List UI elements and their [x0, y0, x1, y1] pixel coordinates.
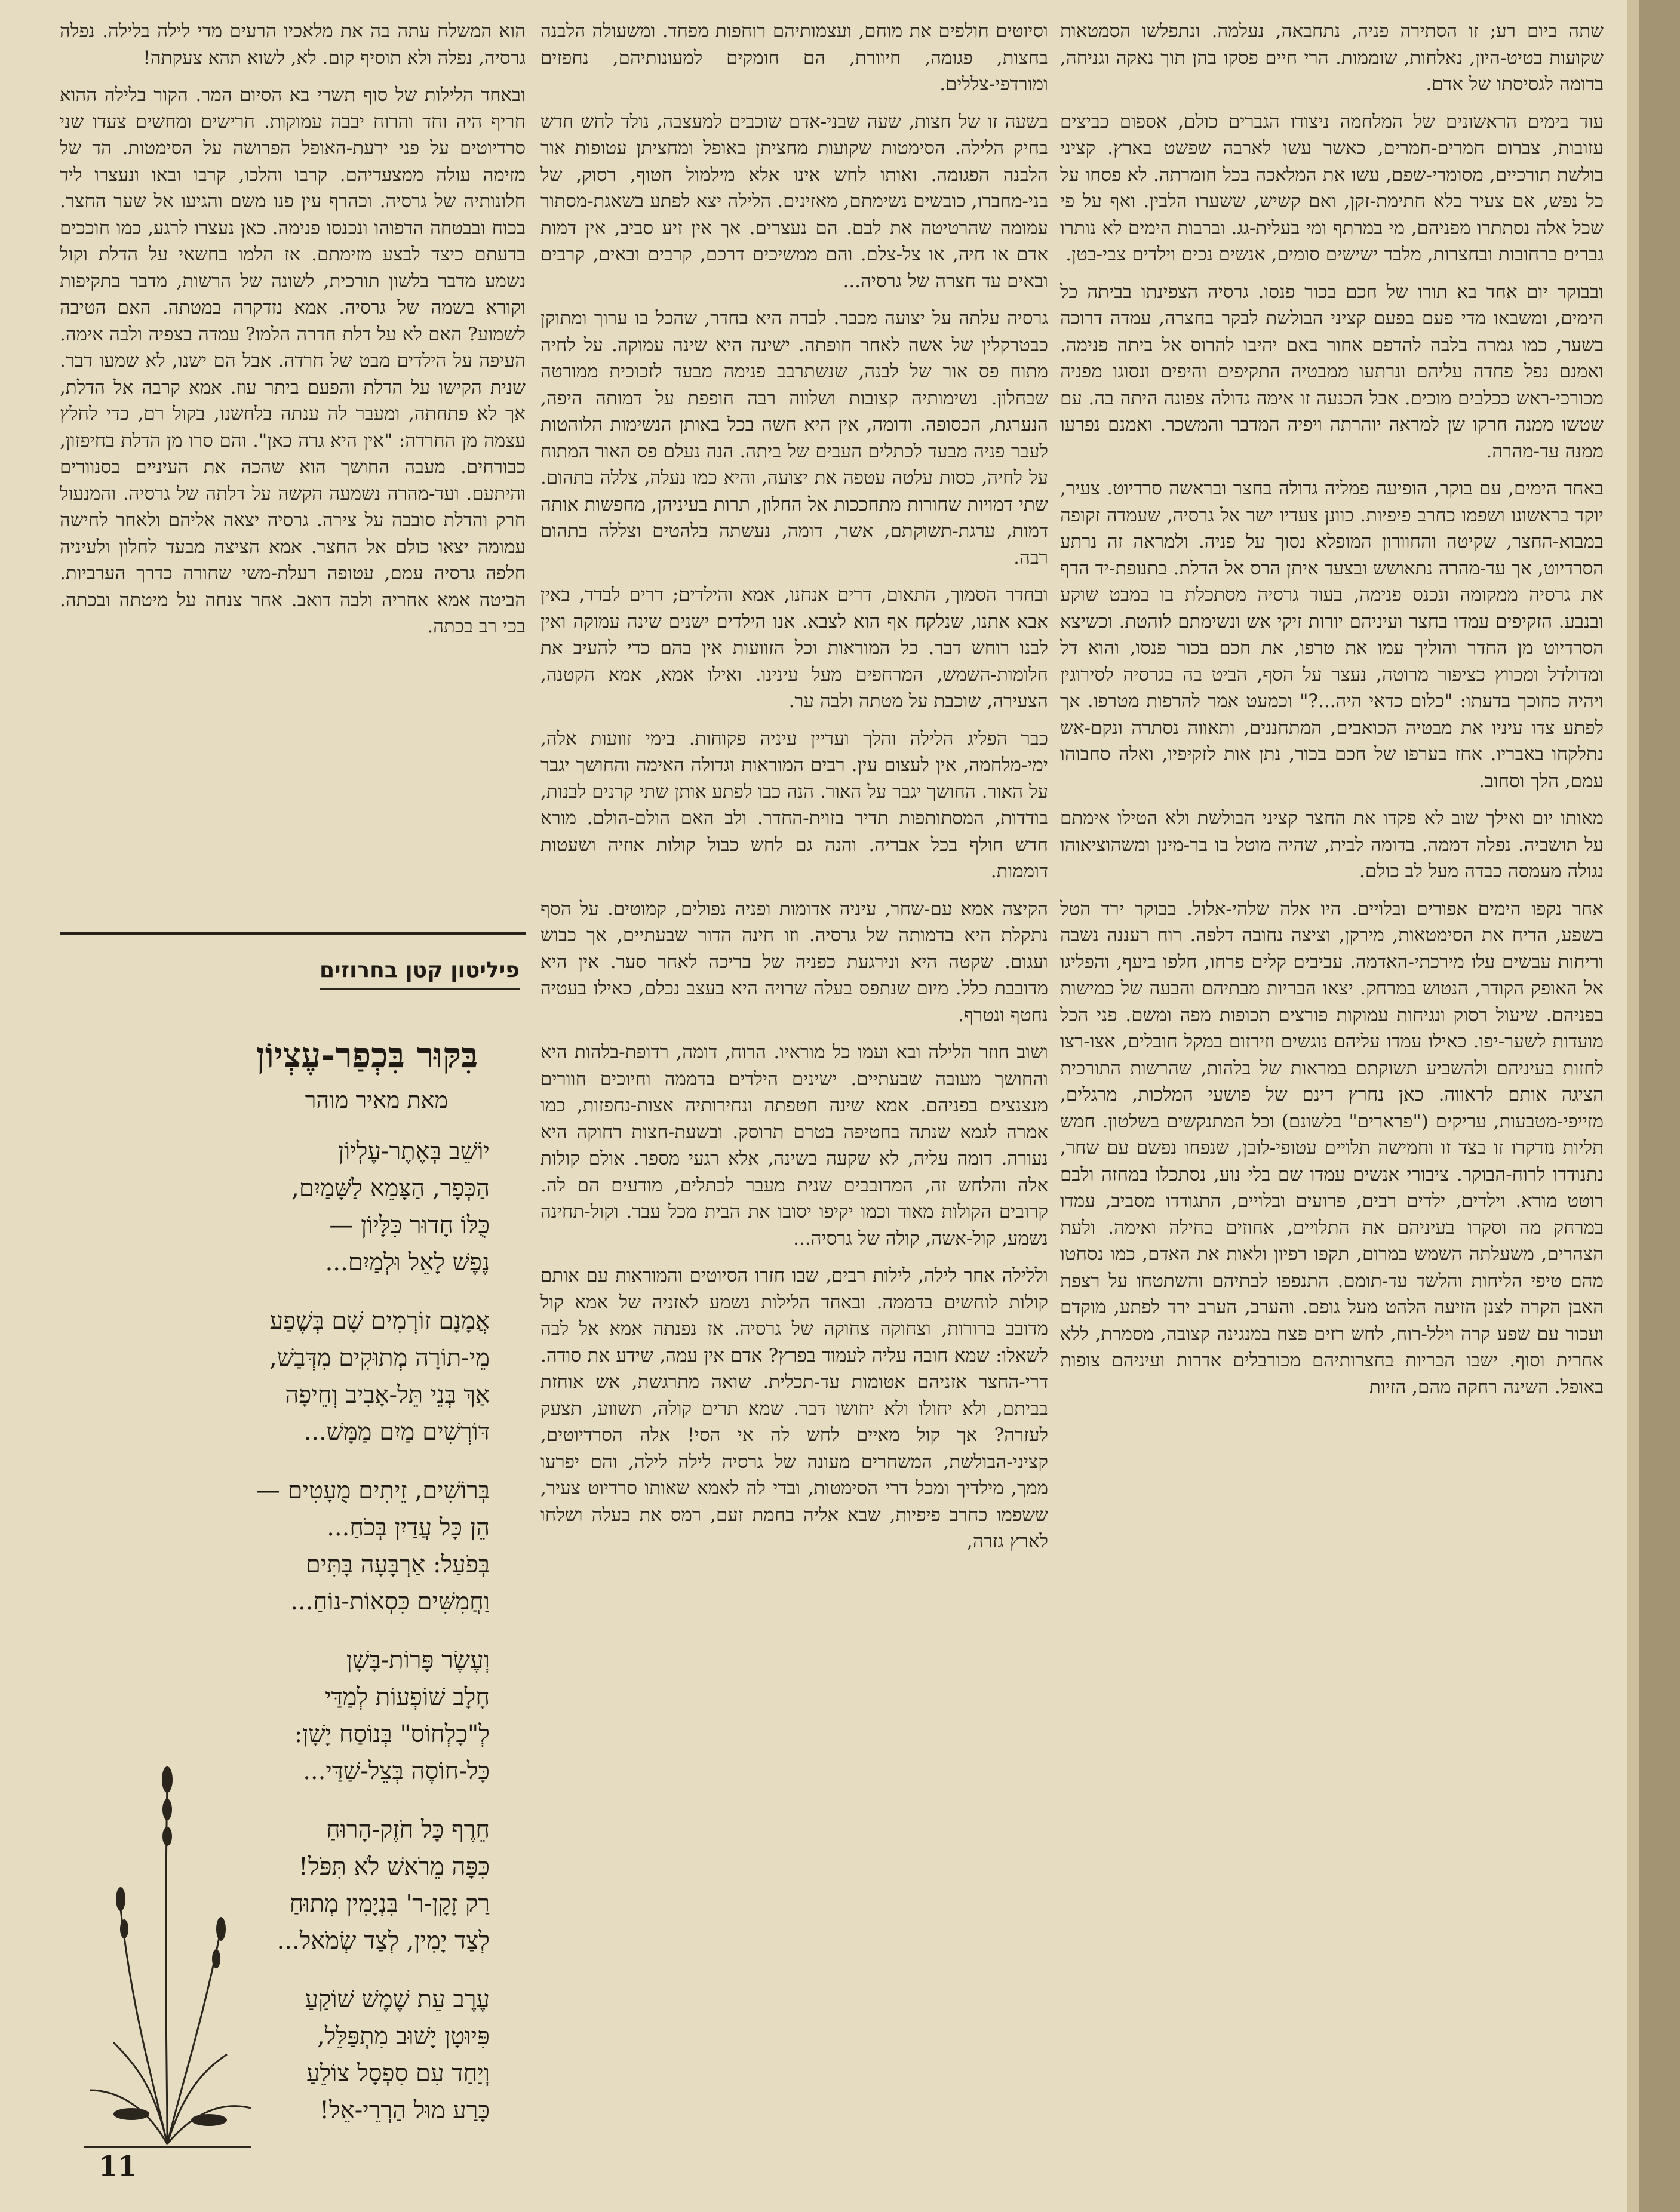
paragraph: כבר הפליג הלילה והלך ועדיין עיניה פקוחות. בימי זוועות אלה, ימי-מלחמה, אין לעצום עין. רבים המוראות וגדולה האימה והחושך יגבר על האור. החושך יגבר על האור. הנה כבו לפתע אותן שתי קרנים לבנות, בודדות, המסתותפות תדיר בזוית-החדר. ולב האם הולם-הולם. מורא חדש חולף בכל אבריה. והנה גם לחש כבול קולות אוזיה ושעטות דוממות. — [540, 727, 1048, 882]
paragraph: וסיוטים חולפים את מוחם, ועצמותיהם רוחפות מפחד. ומשעולה הלבנה בחצות, פגומה, חיוורת, הם חומקים למעונותיהם, נחפזים ומורדפי-צללים. — [540, 20, 1048, 95]
paragraph: שתה ביום רע; זו הסתירה פניה, נתחבאה, נעלמה. ונתפלשו הסמטאות שקועות בטיט-היון, נאלחות, שוממות. הרי חיים פסקו בהן תוך נאקה וגניחה, בדומה לגסיסתו של אדם. — [1060, 20, 1604, 95]
paragraph: גרסיה עלתה על יצועה מכבר. לבדה היא בחדר, שהכל בו ערוך ומתוקן כבטרקלין של אשה לאחר חופתה. ישינה היא שינה עמוקה. על לחיה מתוח פס אור של לבנה, שנשתרבב פנימה מבעד לזכוכית ממורטה שבחלון. נשימותיה קצובות ושלווה רבה חופפת על דמותה היפה, הנערגת, הכסופה. ודומה, אין היא חשה בכל באותן הנשימות הלוהטות לעבר פניה מבעד לכתלים העבים של ביתה. הנה נעלם פס האור המתוח על לחיה, כסות עלטה עטפה את יצועה, והיא כמו נעלה, צללה בתהום. שתי דמויות שחורות מתחככות אל החלון, תרות בעיניהן, מחפשות אותה דמות, ערגת-תשוקתם, אשר, דומה, נעשתה בלהטים וצללה בתהום רבה. — [540, 308, 1048, 569]
page-edge — [1639, 0, 1680, 2212]
poem-line: וַחֲמִשִּׁים כִּסְאוֹת-נוֹחַ... — [290, 1588, 490, 1615]
poem-line: בְּרוֹשִׁים, זֵיתִים מֻעָטִים — — [256, 1477, 490, 1504]
paragraph: באחד הימים, עם בוקר, הופיעה פמליה גדולה בחצר ובראשה סרדיוט. צעיר, יוקד בראשונו ושפמו כחרב פיפיות. כוונן צעדיו ישר אל גרסיה, שעמדה זקופה במבוא-החצר, שקיטה והחוורון המופלא נסוך על פניה. ולמראה זה נרתע הסרדיוט, אך עד-מהרה נתאושש ובצעד איתן הרס אל הדלת. בתנופת-יד הדף את גרסיה ממקומה ונכנס פנימה, בעוד גרסיה מסתכלת בו במבט שוקע ובנבע. הזקיפים עמדו בחצר ועיניהם יורות זיקי אש ונשימתם לוהטת. וכשיצא הסרדיוט מן החדר והוליך עמו את טרפו, את חכם בכור פנסו, והוא דל ומדולדל ומכווץ כציפור מרוטה, נעצר על הסף, הביט בה בגרסיה לסירוגין ויהיה כחוכך בדעתו: "כלום כדאי היה...?" וכמעט אמר להרפות מטרפו. אך לפתע צדו עיניו את מבטיה הכואבים, המתחננים, ותאווה נסתרה ונקם-אש נתלקחו באבריו. אחז בערפו של חכם בכור, נתן אות לזקיפיו, ואלה סחבוהו עמם, הלך וסחוב. — [1060, 478, 1604, 792]
paragraph: בשעה זו של חצות, שעה שבני-אדם שוכבים למעצבה, נולד לחש חדש בחיק הלילה. הסימטות שקועות מחציתן באופל ומחציתן עטופות אור הלבנה הפגומה. ואותו לחש אינו אלא מילמול חטוף, רסוק, של בני-מחברו, כובשים נשימתם, מאזינים. הלילה יצא לפתע בשאגת-מסתור עמומה שהרטיטה את לבם. הם נעצרים. אך אין זיע סביב, אין דמות אדם או חיה, או צל-צלם. והם ממשיכים דרכם, קרבים ובאים, קרבים ובאים עד חצרה של גרסיה... — [540, 110, 1048, 292]
poem-line: חֵרֶף כָּל חֹזֶק-הָרוּחַ — [325, 1816, 490, 1844]
poem-line: מֵי-תוֹרָה מְתוּקִים מִדְּבַשׁ, — [269, 1344, 490, 1372]
poem-line: נֶפֶשׁ לָאֵל וּלְמַיִם... — [325, 1249, 490, 1276]
poem-title: בִּקּוּר בִּכְפַר-עֶצְיוֹן — [256, 1035, 478, 1076]
poem-stanza — [60, 1302, 490, 1451]
paragraph: ובבוקר יום אחד בא תורו של חכם בכור פנסו. גרסיה הצפינתו בביתה כל הימים, ומשבאו מדי פעם בפעם קציני הבולשת לבקר בחצרה, עמדה דרוכה בשער, כמו גמרה בלבה להדפם אחור באם יהיבו להרוס אל ביתה פנימה. ואמנם נפל פחדה עליהם ונרתעו ממבטיה התקיפים והיפים ונסוגו מפניה מכורכי-ראש ככלבים מוכים. אבל הכנעה זו אימה גדולה צפונה היתה בה. עם שטשו ממנה חרקו שן למראה יוהרתה ויפיה המדבר והמשכר. ואמנם נפרעו ממנה עד-מהרה. — [1060, 281, 1604, 462]
plant-illustration-icon — [78, 1732, 257, 2150]
paragraph: הוא המשלח עתה בה את מלאכיו הרעים מדי לילה בלילה. נפלה גרסיה, נפלה ולא תוסיף קום. לא, לשוא תהא צעקתה! — [60, 20, 526, 69]
poem-line: הַכְּפָר, הַצָּמֵא לַשָּׁמַיִם, — [291, 1175, 490, 1202]
feuilleton-heading: פיליטון קטן בחרוזים — [320, 956, 520, 990]
poem-line: רַק זָקָן-ר' בִּנְיָמִין מְתוּחַ — [289, 1890, 490, 1918]
paragraph: ובאחד הלילות של סוף תשרי בא הסיום המר. הקור בלילה ההוא חריף היה וחד והרוח יבבה עמוקות. חרישים ומחשים צעדו שני סרדיוטים על פני ירעת-האופל הפרושה על הסימטות. הד של מזימה עולה ממצעדיהם. קרבו והלכו, קרבו ובאו ונעצרו ליד חלונותיה של גרסיה. וכהרף עין פנו משם והגיעו אל שער החצר. בכוח ובבטחה הדפוהו ונכנסו פנימה. כאן נעצרו לרגע, כמו חוככים בדעתם כיצד לבצע מזימתם. אז הלמו בחשאי על הדלת וקול נשמע מדבר בלשון תורכית, לשונה של הרשות, מדבר בתקיפות וקורא בשמה של גרסיה. אמא נזדקרה במטתה. האם הטיבה לשמוע? האם לא על דלת חדרה הלמו? עמדה בצפיה ולבה אימה. העיפה על הילדים מבט של חרדה. אבל הם ישנו, לא שמעו דבר. שנית הקישו על הדלת והפעם ביתר עוז. אמא קרבה אל הדלת, אך לא פתחתה, ומעבר לה ענתה בלחשנו, בקול רם, כדי לחלץ עצמה מן החרדה: "אין היא גרה כאן". והם סרו מן הדלת בחיפזון, כבורחים. מעבה החושך הוא שהכה את העיניים בסנוורים והיתעם. ועד-מהרה נשמעה הקשה על דלתה של גרסיה. והמנעול חרק והדלת סובבה על צירה. גרסיה יצאה אליהם ולאחר לחישה עמומה יצאו כולם אל החצר. אמא הציצה מבעד לחלון ולעיניה חלפה גרסיה עמם, עטופה רעלת-משי שחורה כדרך הערביות. הביטה אמא אחריה ולבה דואב. אחר צנחה על מיטתה ובכתה. בכי רב בכתה. — [60, 84, 526, 637]
paragraph: וללילה אחר לילה, לילות רבים, שבו חזרו הסיוטים והמוראות עם אותם קולות לוחשים בדממה. ובאחד הלילות נשמע לאזניה של אמא קול מדובב ברורות, וצחוקה צחוקה של גרסיה. אז נפנתה אמא אל לבה לשאלו: שמא חובה עליה לעמוד בפרץ? אדם אין עמה, שידע את סודה. דרי-החצר אזניהם אטומות עד-תכלית. שואה מתרגשת, אש אוחזת בביתם, ולא יחולו ולא יחושו דבר. שמא תרים קולה, תשווע, תצעק לעזרה? אך קול מאיים לחש לה אי הסי! אלה הסרדיוטים, קציני-הבולשת, המשחרים מעונה של גרסיה לילה לילה, והם יפרעו ממך, מילדיך ומכל דרי הסימטות, ובדי לה לאמא שאותו סרדיוט צעיר, ששפמו כחרב פיפיות, שבא אליה בחמת זעם, רמס את בעלה ושלחו לארץ גזרה, — [540, 1265, 1048, 1552]
poem-author: מאת מאיר מוהר — [305, 1087, 448, 1113]
poem-line: אַךְ בְּנֵי תֵּל-אָבִיב וְחֵיפָה — [285, 1381, 490, 1409]
poem-line: כָּרַע מוּל הַרְרֵי-אֵל! — [319, 2097, 490, 2124]
poem-line: יוֹשֵׁב בְּאֶתֶר-עֶלְיוֹן — [337, 1138, 490, 1165]
poem-line: כֻּלּוֹ חָדוּר כִּלָּיוֹן — — [329, 1212, 490, 1239]
poem-line: לְצַד יָמִין, לְצַד שְׂמֹאל... — [277, 1927, 490, 1955]
paragraph: מאותו יום ואילך שוב לא פקדו את החצר קציני הבולשת ולא הטילו אימתם על תושביה. נפלה דממה. בדומה לבית, שהיה מוטל בו בר-מינן ומשהוציאוהו נגולה מעמסה כבדה מעל לב כולם. — [1060, 807, 1604, 882]
poem-line: וְעֶשֶׂר פָּרוֹת-בָּשָׁן — [346, 1646, 490, 1674]
paragraph: הקיצה אמא עם-שחר, עיניה אדומות ופניה נפולים, קמוטים. על הסף נתקלת היא בדמותה של גרסיה. וזו חינה הדור שבעתיים, אך כבוש ועגום. שקטה היא ונירגעת כפניה של בריכה לאחר סער. אין היא מדובבת כלל. מיום שנתפס בעלה שרויה היא בעצב נכלם, כאילו בעטיה נחטף ונטרף. — [540, 898, 1048, 1026]
article-column-right — [1060, 18, 1604, 2204]
paragraph: ובחדר הסמוך, התאום, דרים אנחנו, אמא והילדים; דרים לבדד, באין אבא אתנו, שנלקח אף הוא לצבא. אנו הילדים ישנים שינה עמוקה ואין לבנו רוחש דבר. כל המוראות וכל הזוועות אין בהם כדי להעיב את חלומות-השמש, המרחפים מעל עינינו. ואילו אמא, אמא הקטנה, הצעירה, שוכבת על מטתה ולבה ער. — [540, 584, 1048, 712]
page-number: 11 — [99, 2150, 137, 2182]
poem-line: כָּל-חוֹסֶה בְּצֵל-שַׁדַּי... — [303, 1758, 490, 1785]
poem-line: פִּיוּטָן יָשׁוּב מִתְפַּלֵּל, — [317, 2023, 490, 2050]
paragraph: עוד בימים הראשונים של המלחמה ניצודו הגברים כולם, אספום כביצים עזובות, צברום חמרים-חמרים, כאשר עשו לארבה שפשט בארץ. קציני בולשת תורכיים, מסומרי-שפם, עשו את המלאכה בכל חומרתה. לא פסחו על כל נפש, אם צעיר בלא חתימת-זקן, ואם קשיש, ששערו הלבין. ואף על פי שכל אלה נסתתרו מפניהם, מי במרתף ומי בעלית-גג. וברבות הימים לא נותרו גברים ברחובות ובחצרות, מלבד ישישים סומים, אנשים נכים וילדים צבי-בטן. — [1060, 110, 1604, 265]
poem-stanza — [60, 1133, 490, 1281]
poem-stanza — [60, 1472, 490, 1620]
poem-line: אֲמָנָם זוֹרְמִים שָׁם בְּשֶׁפַע — [269, 1307, 490, 1335]
poem-line: לְ"כָלְחוֹס" בְּנוֹסַח יָשָׁן: — [294, 1721, 490, 1748]
article-column-middle — [540, 18, 1048, 2204]
poem-line: דּוֹרְשִׁים מַיִם מַמָּשׁ... — [303, 1418, 490, 1446]
poem-line: בְּפֹעַל: אַרְבָּעָה בָּתִּים — [305, 1551, 490, 1578]
poem-line: כִּפָּה מֵרֹאשׁ לֹא תִּפֹּל! — [298, 1853, 490, 1881]
article-column-left — [60, 18, 526, 914]
section-divider — [60, 932, 526, 935]
poem-line: חָלָב שׁוֹפְעוֹת לְמַדַּי — [324, 1683, 490, 1711]
paragraph: ושוב חוזר הלילה ובא ועמו כל מוראיו. הרוח, דומה, רדופת-בלהות היא והחושך מעובה שבעתיים. ישינים הילדים בדממה וחיוכים חוורים מנצנצים בפניהם. אמא שינה חטפתה ונחירותיה אצות-נחפזות, כמו אמרה לגמא שנתה בחטיפה בטרם תרוסק. ובשעת-חצות רחוקה היא נעורה. דומה עליה, לא שקעה בשינה, אלא רגעי מספר. אולם קולות אלה והלחש זה, המדובבים שנית מעבר לכתלים, מודעים הם לה. קרובים הקולות מאוד וכמו יקיפו יסובו את הבית מכל עבר. וקול-תחינה נשמע, קול-אשה, קולה של גרסיה... — [540, 1042, 1048, 1249]
poem-line: הֵן כָּל עֲדַיִן בְּכֹחַ... — [327, 1514, 490, 1541]
paragraph: אחר נקפו הימים אפורים ובלויים. היו אלה שלהי-אלול. בבוקר ירד הטל בשפע, הדיח את הסימטאות, מירקן, וציצה נחובה דלפה. רוח רעננה נשבה וריחות עבשים עלו מירכתי-האדמה. עביבים קלים פרחו, חלפו ביעף, והפליגו אל האופק הקודר, הנטוש במרחק. יצאו הבריות מבתיהם והבעה של כמישות בפניהם. שיעול רסוק ונגיחות עמוקות פורצים תכופות מפה ומשם. פני הכל מועדות לשער-יפו. כאילו עמדו עליהם נוגשים וזירזום במקל חובלים, אצו-רצו לחזות בעיניהם ולהשביע תשוקתם במראות של בלהות, שהרשות התורכית הציגה אותם לראווה. כאן נחרץ דינם של פושעי המלכות, מרגלים, מזייפי-מטבעות, עריקים ("פרארים" בלשונם) וכל המתנקשים בשלטון. חמש תליות נזדקרו זו בצד זו וחמישה תלויים עטופי-לובן, שנפחו נפשם עם שחר, נתנודדו לרוח-הבוקר. ציבורי אנשים עמדו שם בלי נוע, נסתכלו במחזה ולבם רוטט מורא. וילדים, ילדים רבים, פרועים ובלויים, התגודדו מסביב, עמדו במרחק מה וסקרו בעיניהם את התלויים, אחוזים בחילה ואימה. ולעת הצהרים, משעלתה השמש במרום, תקפו רפיון ולאות את האדם, כמו נסחטו מהם טיפי הליחות והלשד עד-תומם. התנפפו לבתיהם והשתטחו על רצפת האבן הקרה לצנן הזיעה הלהט מעל גופם. והערב, הערב ירד לפתע, מוקדם ועכור עם שפע קרה וילל-רוח, לחש רזים פצח במנגינה קצובה, מסמרת, ללא אחרית וסוף. ישבו הבריות בחצרותיהם מכורבלים אדרות ועיניהם צופות באופל. השינה רחקה מהם, הזיות — [1060, 898, 1604, 1398]
poem-line: וְיַחַד עִם סִפְסָל צוֹלֵעַ — [306, 2060, 490, 2087]
page-edge-shadow — [1627, 0, 1639, 2212]
poem-line: עֶרֶב עֵת שֶׁמֶשׁ שׁוֹקַעַ — [305, 1986, 490, 2013]
